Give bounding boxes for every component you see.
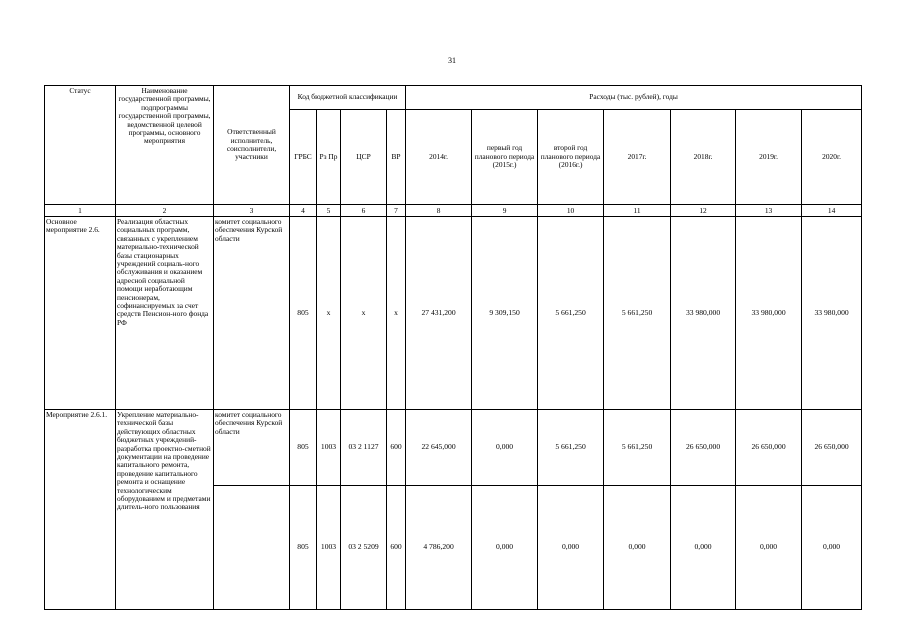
row-2020: 0,000 <box>802 486 862 610</box>
row-2014: 4 786,200 <box>406 486 472 610</box>
row-csr: х <box>341 217 387 410</box>
header-2017: 2017г. <box>604 110 671 205</box>
column-number: 9 <box>472 205 538 217</box>
row-2016: 5 661,250 <box>538 410 604 486</box>
column-number: 13 <box>736 205 802 217</box>
row-2019: 26 650,000 <box>736 410 802 486</box>
header-2016: второй год планового периода (2016г.) <box>538 110 604 205</box>
header-2019: 2019г. <box>736 110 802 205</box>
row-2017: 0,000 <box>604 486 671 610</box>
header-2020: 2020г. <box>802 110 862 205</box>
column-number: 10 <box>538 205 604 217</box>
column-number: 11 <box>604 205 671 217</box>
row-responsible-empty <box>214 486 290 610</box>
column-number: 2 <box>116 205 214 217</box>
column-number: 14 <box>802 205 862 217</box>
row-status: Основное мероприятие 2.6. <box>45 217 116 410</box>
row-2019: 0,000 <box>736 486 802 610</box>
header-vr: ВР <box>387 110 406 205</box>
row-2018: 0,000 <box>671 486 736 610</box>
row-2017: 5 661,250 <box>604 410 671 486</box>
row-status: Мероприятие 2.6.1. <box>45 410 116 610</box>
row-responsible: комитет социального обеспечения Курской области <box>214 410 290 486</box>
row-2018: 33 980,000 <box>671 217 736 410</box>
row-2017: 5 661,250 <box>604 217 671 410</box>
row-grbs: 805 <box>290 217 317 410</box>
header-grbs: ГРБС <box>290 110 317 205</box>
column-number: 1 <box>45 205 116 217</box>
row-name: Укрепление материально-технической базы действующих областных бюджетных учреждений-разработка проектно-сметной документации на проведение капитального ремонта, проведение капитального ремонта и оснащение технологическим оборудованием и предметами длитель-ного пользования <box>116 410 214 610</box>
row-2020: 33 980,000 <box>802 217 862 410</box>
row-rzpr: 1003 <box>317 486 341 610</box>
column-number: 7 <box>387 205 406 217</box>
row-2018: 26 650,000 <box>671 410 736 486</box>
row-2016: 0,000 <box>538 486 604 610</box>
row-2016: 5 661,250 <box>538 217 604 410</box>
row-csr: 03 2 5209 <box>341 486 387 610</box>
row-2015: 0,000 <box>472 410 538 486</box>
column-number: 5 <box>317 205 341 217</box>
header-status: Статус <box>45 86 116 205</box>
row-rzpr: 1003 <box>317 410 341 486</box>
row-vr: х <box>387 217 406 410</box>
row-2014: 22 645,000 <box>406 410 472 486</box>
row-responsible: комитет социального обеспечения Курской области <box>214 217 290 410</box>
row-rzpr: х <box>317 217 341 410</box>
column-number: 6 <box>341 205 387 217</box>
row-grbs: 805 <box>290 486 317 610</box>
table-row <box>45 410 862 486</box>
row-name: Реализация областных социальных программ, связанных с укреплением материально-технической базы стационарных учреждений социаль-ного обслуживания и оказанием адресной социальной помощи неработающим пенсионерам, софинансируемых за счет средств Пенсион-ного фонда РФ <box>116 217 214 410</box>
column-numbers-row <box>45 205 862 217</box>
budget-table <box>44 85 862 610</box>
row-2015: 9 309,150 <box>472 217 538 410</box>
column-number: 4 <box>290 205 317 217</box>
row-2015: 0,000 <box>472 486 538 610</box>
header-name: Наименование государственной программы, подпрограммы государственной программы, ведомственной целевой программы, основного мероприятия <box>116 86 214 205</box>
row-grbs: 805 <box>290 410 317 486</box>
header-rzpr: Рз Пр <box>317 110 341 205</box>
header-2014: 2014г. <box>406 110 472 205</box>
row-2019: 33 980,000 <box>736 217 802 410</box>
row-2014: 27 431,200 <box>406 217 472 410</box>
header-2018: 2018г. <box>671 110 736 205</box>
row-vr: 600 <box>387 410 406 486</box>
row-2020: 26 650,000 <box>802 410 862 486</box>
row-vr: 600 <box>387 486 406 610</box>
column-number: 12 <box>671 205 736 217</box>
page-number: 31 <box>448 56 456 65</box>
header-2015: первый год планового периода (2015г.) <box>472 110 538 205</box>
header-csr: ЦСР <box>341 110 387 205</box>
header-code-group: Код бюджетной классификации <box>290 86 406 110</box>
table-row <box>45 217 862 410</box>
column-number: 3 <box>214 205 290 217</box>
header-expenses-group: Расходы (тыс. рублей), годы <box>406 86 862 110</box>
row-csr: 03 2 1127 <box>341 410 387 486</box>
header-row-1 <box>45 86 862 110</box>
header-responsible: Ответственный исполнитель, соисполнители, участники <box>214 86 290 205</box>
column-number: 8 <box>406 205 472 217</box>
